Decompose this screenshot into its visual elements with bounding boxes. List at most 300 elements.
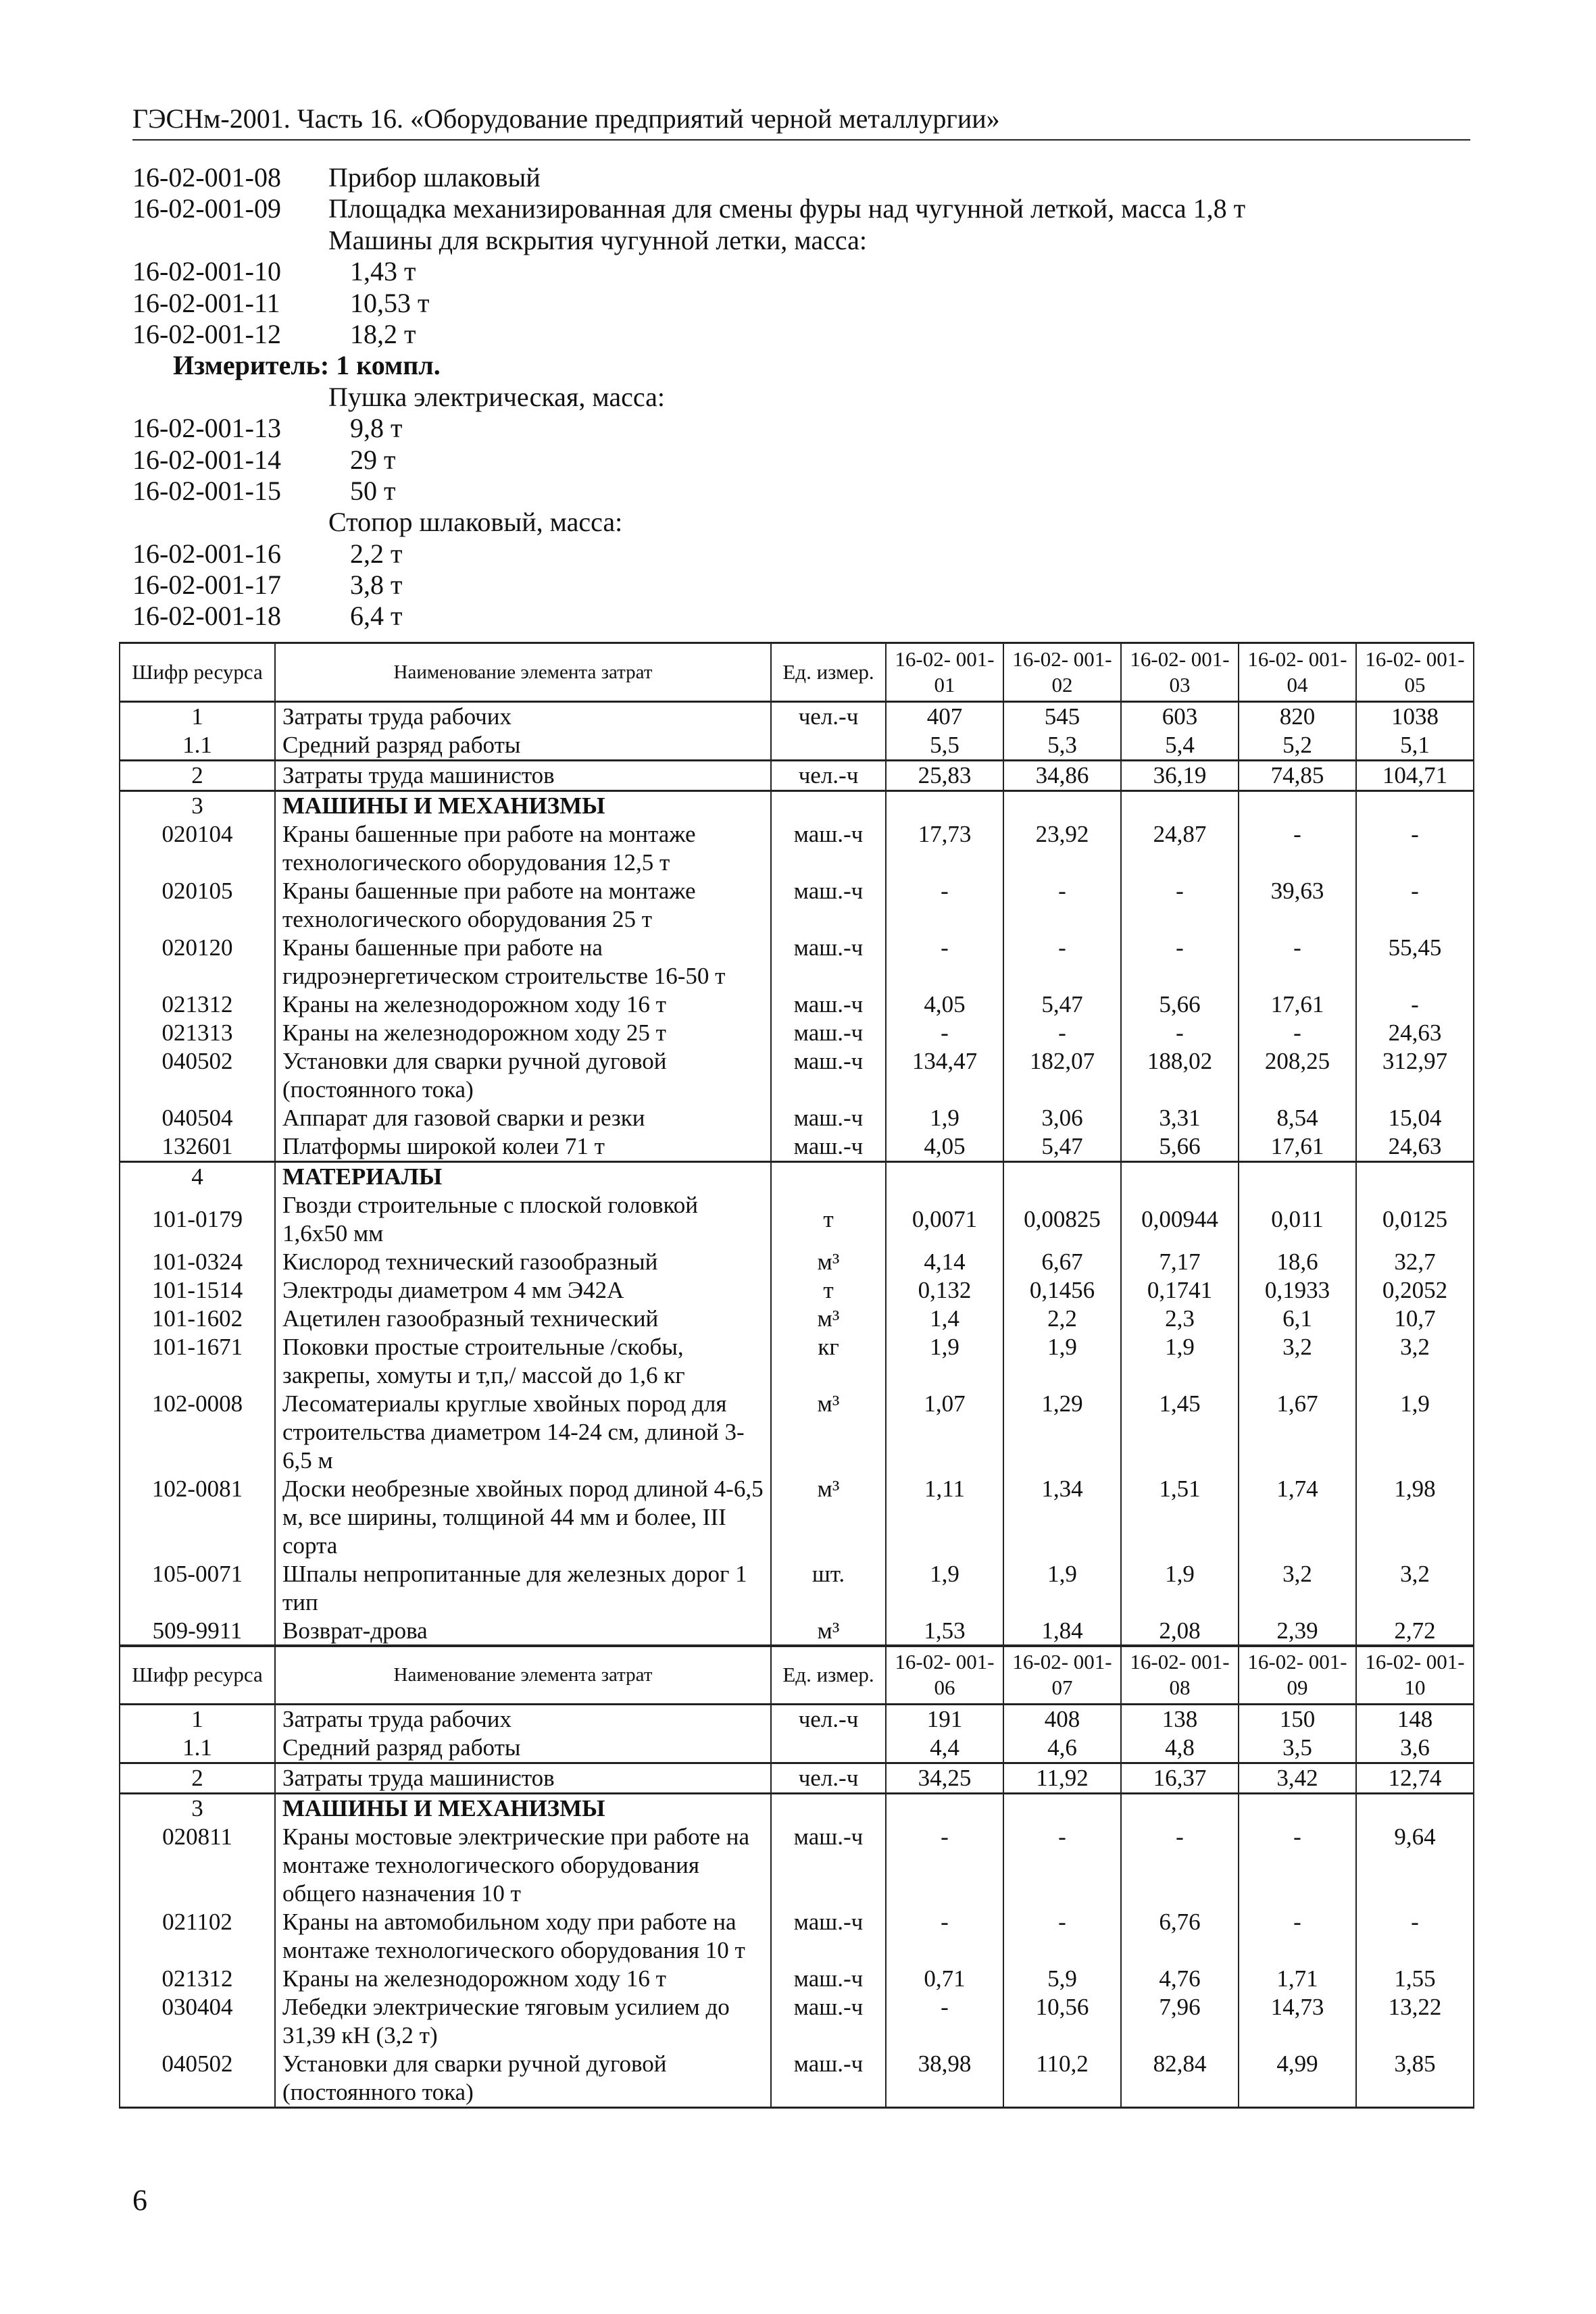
table-row (120, 761, 1474, 791)
element-name: Кислород технический газообразный (275, 1248, 771, 1276)
value-cell: 1,9 (886, 1104, 1003, 1132)
value-cell: 3,2 (1239, 1560, 1356, 1617)
table-row (120, 1162, 1474, 1192)
element-name: Платформы широкой колеи 71 т (275, 1132, 771, 1162)
value-cell: 5,1 (1356, 731, 1474, 761)
value-cell (1121, 791, 1239, 821)
intro-code: 16-02-001-11 (132, 287, 280, 318)
header-unit: Ед. измер. (771, 643, 886, 702)
value-cell: 1,74 (1239, 1475, 1356, 1560)
value-cell: 5,4 (1121, 731, 1239, 761)
resource-code: 101-1514 (120, 1276, 275, 1305)
value-cell: 407 (886, 702, 1003, 732)
resource-code: 1.1 (120, 731, 275, 761)
header-norm-code: 16-02- 001-04 (1239, 643, 1356, 702)
value-cell: 2,08 (1121, 1617, 1239, 1646)
resource-code: 021102 (120, 1908, 275, 1965)
resource-code: 102-0008 (120, 1390, 275, 1475)
unit-cell: чел.-ч (771, 1705, 886, 1734)
value-cell: 3,42 (1239, 1763, 1356, 1794)
value-cell: 1,29 (1003, 1390, 1121, 1475)
value-cell: 5,9 (1003, 1965, 1121, 1993)
intro-row (132, 538, 1484, 570)
value-cell (886, 791, 1003, 821)
value-cell: 1038 (1356, 702, 1474, 732)
value-cell: 34,86 (1003, 761, 1121, 791)
value-cell: - (1239, 1823, 1356, 1908)
unit-cell (771, 1794, 886, 1823)
intro-text: 2,2 т (350, 538, 403, 569)
value-cell: 1,9 (1003, 1333, 1121, 1390)
value-cell: 1,9 (1003, 1560, 1121, 1617)
value-cell: - (1356, 990, 1474, 1019)
value-cell: - (1356, 877, 1474, 934)
element-name: Краны мостовые электрические при работе на монтаже технологического оборудования общего назначения 10 т (275, 1823, 771, 1908)
resource-code: 105-0071 (120, 1560, 275, 1617)
value-cell: 17,61 (1239, 1132, 1356, 1162)
element-name: Затраты труда машинистов (275, 1763, 771, 1794)
page-header: ГЭСНм-2001. Часть 16. «Оборудование предприятий черной металлургии» (132, 101, 1470, 141)
value-cell: 10,7 (1356, 1305, 1474, 1333)
intro-text: 10,53 т (350, 287, 430, 318)
value-cell: 312,97 (1356, 1047, 1474, 1104)
value-cell: 148 (1356, 1705, 1474, 1734)
value-cell: 24,87 (1121, 820, 1239, 877)
value-cell: 1,45 (1121, 1390, 1239, 1475)
intro-row (132, 193, 1484, 224)
table-row (120, 1047, 1474, 1104)
element-name: Доски необрезные хвойных пород длиной 4-6,5 м, все ширины, толщиной 44 мм и более, III сорта (275, 1475, 771, 1560)
unit-cell: м³ (771, 1390, 886, 1475)
value-cell: 4,14 (886, 1248, 1003, 1276)
value-cell: 104,71 (1356, 761, 1474, 791)
value-cell: 14,73 (1239, 1993, 1356, 2050)
table-row (120, 1965, 1474, 1993)
table-row (120, 1276, 1474, 1305)
intro-row (132, 350, 1484, 381)
element-name: Гвозди строительные с плоской головкой 1,6х50 мм (275, 1191, 771, 1248)
intro-text: Прибор шлаковый (328, 162, 541, 193)
value-cell: 3,31 (1121, 1104, 1239, 1132)
intro-text: Пушка электрическая, масса: (328, 381, 665, 412)
table-row (120, 820, 1474, 877)
intro-row (132, 225, 1484, 256)
value-cell: 5,47 (1003, 990, 1121, 1019)
intro-code: 16-02-001-13 (132, 413, 281, 444)
table-row (120, 2050, 1474, 2108)
resource-code: 102-0081 (120, 1475, 275, 1560)
value-cell: - (886, 877, 1003, 934)
value-cell: 5,3 (1003, 731, 1121, 761)
element-name: Средний разряд работы (275, 1734, 771, 1763)
value-cell: 182,07 (1003, 1047, 1121, 1104)
value-cell: - (886, 1019, 1003, 1047)
value-cell: 1,9 (886, 1333, 1003, 1390)
unit-cell: м³ (771, 1475, 886, 1560)
header-norm-code: 16-02- 001-08 (1121, 1646, 1239, 1705)
value-cell: 0,71 (886, 1965, 1003, 1993)
value-cell (886, 1162, 1003, 1192)
value-cell: 820 (1239, 702, 1356, 732)
value-cell: - (1356, 1908, 1474, 1965)
element-name: Краны башенные при работе на гидроэнергетическом строительстве 16-50 т (275, 934, 771, 990)
resource-code: 020104 (120, 820, 275, 877)
value-cell: 24,63 (1356, 1019, 1474, 1047)
table-row (120, 1104, 1474, 1132)
value-cell: - (1239, 1019, 1356, 1047)
value-cell: 0,0071 (886, 1191, 1003, 1248)
resource-code: 2 (120, 761, 275, 791)
table-row (120, 1993, 1474, 2050)
unit-cell (771, 791, 886, 821)
value-cell: 12,74 (1356, 1763, 1474, 1794)
value-cell: 8,54 (1239, 1104, 1356, 1132)
value-cell: 134,47 (886, 1047, 1003, 1104)
value-cell (1121, 1794, 1239, 1823)
table-row (120, 702, 1474, 732)
unit-cell: маш.-ч (771, 877, 886, 934)
value-cell: 4,99 (1239, 2050, 1356, 2108)
value-cell: 2,3 (1121, 1305, 1239, 1333)
table-row (120, 1823, 1474, 1908)
value-cell: - (1121, 877, 1239, 934)
element-name: Средний разряд работы (275, 731, 771, 761)
unit-cell (771, 1162, 886, 1192)
intro-code: 16-02-001-17 (132, 570, 281, 601)
unit-cell: маш.-ч (771, 1965, 886, 1993)
intro-text: Машины для вскрытия чугунной летки, масса: (328, 224, 867, 255)
element-name: Краны на железнодорожном ходу 25 т (275, 1019, 771, 1047)
resource-code: 020120 (120, 934, 275, 990)
table-row (120, 1333, 1474, 1390)
intro-text: 6,4 т (350, 601, 403, 632)
unit-cell: чел.-ч (771, 1763, 886, 1794)
value-cell: 4,8 (1121, 1734, 1239, 1763)
resource-code: 101-1602 (120, 1305, 275, 1333)
measure-unit: Измеритель: 1 компл. (173, 350, 441, 381)
resource-table-2 (119, 1644, 1474, 2109)
resource-code: 509-9911 (120, 1617, 275, 1646)
resource-code: 021313 (120, 1019, 275, 1047)
header-norm-code: 16-02- 001-07 (1003, 1646, 1121, 1705)
value-cell (886, 1794, 1003, 1823)
value-cell: 188,02 (1121, 1047, 1239, 1104)
value-cell: 23,92 (1003, 820, 1121, 877)
value-cell: 5,5 (886, 731, 1003, 761)
value-cell: 0,011 (1239, 1191, 1356, 1248)
value-cell: 0,00944 (1121, 1191, 1239, 1248)
element-name: Краны на железнодорожном ходу 16 т (275, 990, 771, 1019)
intro-text: 9,8 т (350, 413, 403, 444)
unit-cell: м³ (771, 1248, 886, 1276)
intro-row (132, 162, 1484, 193)
value-cell: 0,2052 (1356, 1276, 1474, 1305)
value-cell: - (1003, 1908, 1121, 1965)
value-cell (1356, 791, 1474, 821)
value-cell (1239, 791, 1356, 821)
value-cell: 4,6 (1003, 1734, 1121, 1763)
intro-code: 16-02-001-16 (132, 538, 281, 569)
value-cell: - (1121, 1823, 1239, 1908)
resource-code: 132601 (120, 1132, 275, 1162)
value-cell: 74,85 (1239, 761, 1356, 791)
table-row (120, 1132, 1474, 1162)
value-cell: 3,2 (1239, 1333, 1356, 1390)
header-norm-code: 16-02- 001-10 (1356, 1646, 1474, 1705)
resource-code: 030404 (120, 1993, 275, 2050)
unit-cell: т (771, 1191, 886, 1248)
resource-code: 4 (120, 1162, 275, 1192)
intro-row (132, 382, 1484, 413)
value-cell: 545 (1003, 702, 1121, 732)
element-name: МАШИНЫ И МЕХАНИЗМЫ (275, 1794, 771, 1823)
value-cell (1356, 1162, 1474, 1192)
intro-text: 1,43 т (350, 256, 416, 287)
intro-text: Площадка механизированная для смены фуры над чугунной леткой, масса 1,8 т (328, 193, 1246, 224)
header-norm-code: 16-02- 001-05 (1356, 643, 1474, 702)
value-cell: 0,00825 (1003, 1191, 1121, 1248)
header-norm-code: 16-02- 001-09 (1239, 1646, 1356, 1705)
value-cell: 55,45 (1356, 934, 1474, 990)
header-row (120, 643, 1474, 702)
value-cell: 0,1456 (1003, 1276, 1121, 1305)
value-cell: 13,22 (1356, 1993, 1474, 2050)
element-name: Лебедки электрические тяговым усилием до 31,39 кН (3,2 т) (275, 1993, 771, 2050)
value-cell: - (886, 934, 1003, 990)
intro-row (132, 413, 1484, 444)
element-name: Краны на автомобильном ходу при работе на монтаже технологического оборудования 10 т (275, 1908, 771, 1965)
value-cell: 1,9 (1356, 1390, 1474, 1475)
intro-row (132, 256, 1484, 287)
header-norm-code: 16-02- 001-03 (1121, 643, 1239, 702)
resource-code: 040502 (120, 2050, 275, 2108)
value-cell: - (886, 1908, 1003, 1965)
header-unit: Ед. измер. (771, 1646, 886, 1705)
value-cell (1003, 791, 1121, 821)
value-cell: 4,05 (886, 990, 1003, 1019)
value-cell: 2,39 (1239, 1617, 1356, 1646)
value-cell: - (1003, 1823, 1121, 1908)
element-name: Краны башенные при работе на монтаже технологического оборудования 12,5 т (275, 820, 771, 877)
intro-row (132, 288, 1484, 319)
value-cell: - (1121, 1019, 1239, 1047)
value-cell: 1,34 (1003, 1475, 1121, 1560)
value-cell (1239, 1162, 1356, 1192)
header-code: Шифр ресурса (120, 643, 275, 702)
unit-cell: маш.-ч (771, 1993, 886, 2050)
intro-row (132, 476, 1484, 507)
table-row (120, 1705, 1474, 1734)
unit-cell: маш.-ч (771, 2050, 886, 2108)
intro-code: 16-02-001-14 (132, 444, 281, 475)
table-row (120, 1019, 1474, 1047)
element-name: МАШИНЫ И МЕХАНИЗМЫ (275, 791, 771, 821)
value-cell: 15,04 (1356, 1104, 1474, 1132)
table-row (120, 1794, 1474, 1823)
unit-cell: маш.-ч (771, 990, 886, 1019)
value-cell: 38,98 (886, 2050, 1003, 2108)
value-cell: 3,85 (1356, 2050, 1474, 2108)
table-row (120, 1908, 1474, 1965)
header-name: Наименование элемента затрат (275, 1646, 771, 1705)
value-cell: 3,2 (1356, 1560, 1474, 1617)
table-row (120, 1248, 1474, 1276)
table-row (120, 934, 1474, 990)
intro-code: 16-02-001-10 (132, 256, 281, 287)
value-cell: 0,1933 (1239, 1276, 1356, 1305)
intro-row (132, 601, 1484, 632)
resource-code: 020105 (120, 877, 275, 934)
intro-row (132, 319, 1484, 350)
resource-code: 101-1671 (120, 1333, 275, 1390)
table-row (120, 1475, 1474, 1560)
value-cell: 39,63 (1239, 877, 1356, 934)
value-cell: 1,55 (1356, 1965, 1474, 1993)
value-cell: 208,25 (1239, 1047, 1356, 1104)
value-cell: 1,07 (886, 1390, 1003, 1475)
resource-code: 1 (120, 702, 275, 732)
value-cell (1121, 1162, 1239, 1192)
value-cell: 16,37 (1121, 1763, 1239, 1794)
table-row (120, 791, 1474, 821)
value-cell: 6,67 (1003, 1248, 1121, 1276)
value-cell: 25,83 (886, 761, 1003, 791)
element-name: Аппарат для газовой сварки и резки (275, 1104, 771, 1132)
value-cell: 7,96 (1121, 1993, 1239, 2050)
unit-cell: маш.-ч (771, 1132, 886, 1162)
value-cell: 1,9 (1121, 1333, 1239, 1390)
page-number: 6 (132, 2184, 147, 2217)
value-cell: 0,0125 (1356, 1191, 1474, 1248)
intro-row (132, 445, 1484, 476)
table-row (120, 990, 1474, 1019)
value-cell: 34,25 (886, 1763, 1003, 1794)
value-cell: 5,47 (1003, 1132, 1121, 1162)
header-code: Шифр ресурса (120, 1646, 275, 1705)
resource-code: 3 (120, 1794, 275, 1823)
unit-cell: маш.-ч (771, 934, 886, 990)
resource-code: 040504 (120, 1104, 275, 1132)
value-cell: 36,19 (1121, 761, 1239, 791)
table-row (120, 1617, 1474, 1646)
value-cell: 7,17 (1121, 1248, 1239, 1276)
unit-cell: т (771, 1276, 886, 1305)
element-name: Затраты труда рабочих (275, 1705, 771, 1734)
resource-code: 101-0179 (120, 1191, 275, 1248)
element-name: Возврат-дрова (275, 1617, 771, 1646)
value-cell: 17,73 (886, 820, 1003, 877)
intro-text: 29 т (350, 444, 396, 475)
unit-cell: чел.-ч (771, 702, 886, 732)
intro-text: 3,8 т (350, 570, 403, 601)
table-row (120, 1191, 1474, 1248)
header-row (120, 1646, 1474, 1705)
value-cell: 603 (1121, 702, 1239, 732)
resource-table-1 (119, 642, 1474, 1647)
element-name: Затраты труда рабочих (275, 702, 771, 732)
header-norm-code: 16-02- 001-01 (886, 643, 1003, 702)
value-cell: 1,4 (886, 1305, 1003, 1333)
unit-cell: маш.-ч (771, 1823, 886, 1908)
element-name: Установки для сварки ручной дуговой (постоянного тока) (275, 2050, 771, 2108)
element-name: Установки для сварки ручной дуговой (постоянного тока) (275, 1047, 771, 1104)
value-cell: 11,92 (1003, 1763, 1121, 1794)
intro-row (132, 507, 1484, 538)
resource-code: 021312 (120, 1965, 275, 1993)
value-cell: 4,76 (1121, 1965, 1239, 1993)
value-cell: - (1003, 934, 1121, 990)
element-name: Поковки простые строительные /скобы, закрепы, хомуты и т,п,/ массой до 1,6 кг (275, 1333, 771, 1390)
unit-cell: чел.-ч (771, 761, 886, 791)
intro-text: Стопор шлаковый, масса: (328, 507, 623, 538)
table-row (120, 1560, 1474, 1617)
table-row (120, 1763, 1474, 1794)
value-cell (1003, 1162, 1121, 1192)
value-cell: 5,2 (1239, 731, 1356, 761)
unit-cell (771, 1734, 886, 1763)
element-name: Электроды диаметром 4 мм Э42А (275, 1276, 771, 1305)
table-row (120, 1734, 1474, 1763)
value-cell (1239, 1794, 1356, 1823)
table-row (120, 1390, 1474, 1475)
resource-code: 021312 (120, 990, 275, 1019)
resource-code: 1.1 (120, 1734, 275, 1763)
element-name: Краны башенные при работе на монтаже технологического оборудования 25 т (275, 877, 771, 934)
value-cell: 6,1 (1239, 1305, 1356, 1333)
resource-code: 1 (120, 1705, 275, 1734)
unit-cell: маш.-ч (771, 1908, 886, 1965)
value-cell: - (1239, 820, 1356, 877)
value-cell: - (1003, 877, 1121, 934)
value-cell: - (886, 1823, 1003, 1908)
value-cell: 191 (886, 1705, 1003, 1734)
element-name: Шпалы непропитанные для железных дорог 1 тип (275, 1560, 771, 1617)
value-cell: - (1239, 934, 1356, 990)
header-norm-code: 16-02- 001-02 (1003, 643, 1121, 702)
value-cell (1003, 1794, 1121, 1823)
value-cell: 3,6 (1356, 1734, 1474, 1763)
intro-text: 18,2 т (350, 318, 416, 349)
resource-code: 040502 (120, 1047, 275, 1104)
resource-code: 3 (120, 791, 275, 821)
header-name: Наименование элемента затрат (275, 643, 771, 702)
unit-cell: м³ (771, 1617, 886, 1646)
unit-cell: маш.-ч (771, 820, 886, 877)
element-name: Лесоматериалы круглые хвойных пород для строительства диаметром 14-24 см, длиной 3-6,5 м (275, 1390, 771, 1475)
value-cell: 1,71 (1239, 1965, 1356, 1993)
intro-list (132, 162, 1484, 632)
unit-cell: шт. (771, 1560, 886, 1617)
unit-cell (771, 731, 886, 761)
value-cell: 2,2 (1003, 1305, 1121, 1333)
value-cell: 0,1741 (1121, 1276, 1239, 1305)
value-cell: 0,132 (886, 1276, 1003, 1305)
value-cell: - (1239, 1908, 1356, 1965)
value-cell: 17,61 (1239, 990, 1356, 1019)
value-cell: 1,98 (1356, 1475, 1474, 1560)
unit-cell: маш.-ч (771, 1104, 886, 1132)
value-cell: 3,2 (1356, 1333, 1474, 1390)
header-norm-code: 16-02- 001-06 (886, 1646, 1003, 1705)
intro-code: 16-02-001-09 (132, 193, 281, 224)
value-cell: 1,67 (1239, 1390, 1356, 1475)
value-cell: 9,64 (1356, 1823, 1474, 1908)
value-cell: - (1356, 820, 1474, 877)
value-cell: 5,66 (1121, 1132, 1239, 1162)
value-cell: 32,7 (1356, 1248, 1474, 1276)
value-cell: 10,56 (1003, 1993, 1121, 2050)
intro-text: 50 т (350, 475, 396, 506)
